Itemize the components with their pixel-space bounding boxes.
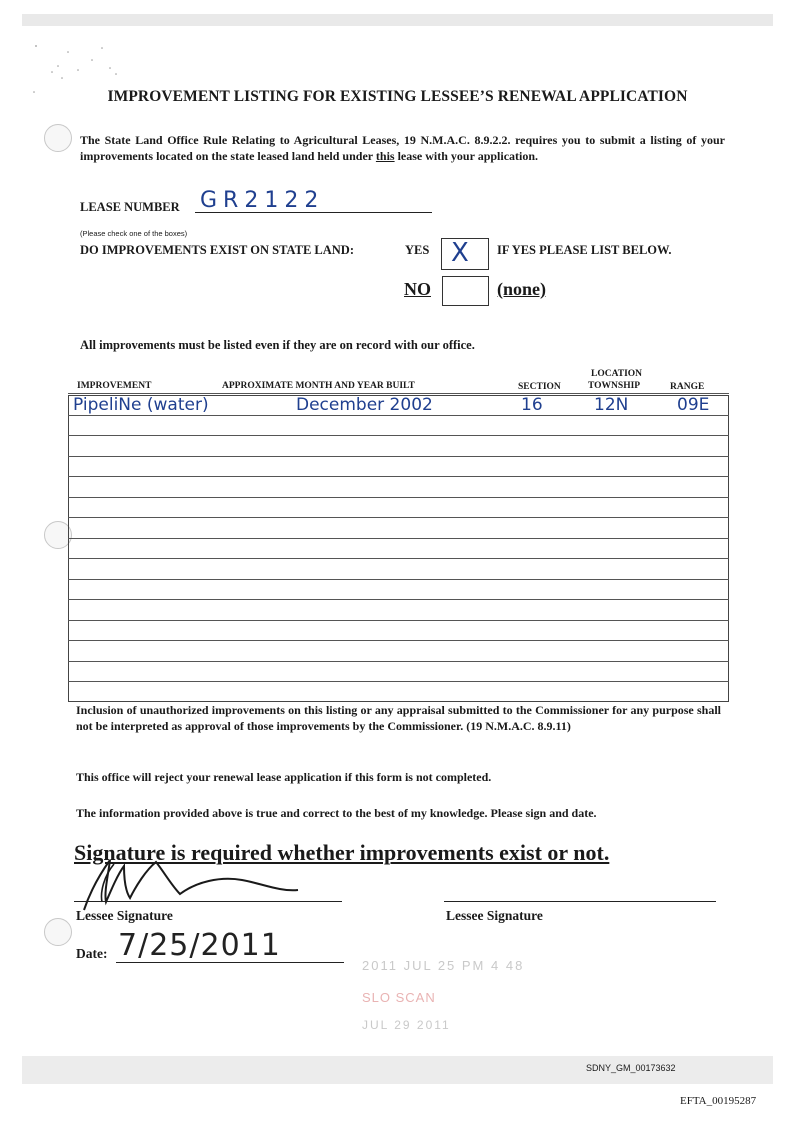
- improvements-exist-question: DO IMPROVEMENTS EXIST ON STATE LAND:: [80, 243, 354, 257]
- table-row-line: [68, 579, 729, 580]
- date-label: Date:: [76, 946, 108, 961]
- punch-hole-bottom: [44, 918, 72, 946]
- none-label: (none): [497, 279, 546, 299]
- lessee-signature-label-1: Lessee Signature: [76, 908, 173, 923]
- table-cell-township[interactable]: 12N: [594, 395, 629, 415]
- form-title: IMPROVEMENT LISTING FOR EXISTING LESSEE’S RENEWAL APPLICATION: [107, 88, 688, 105]
- efta-number: EFTA_00195287: [680, 1095, 757, 1107]
- table-rule: [68, 393, 729, 394]
- received-stamp-line-2: SLO SCAN: [362, 990, 436, 1005]
- table-row-line: [68, 558, 729, 559]
- received-stamp-line-1: 2011 JUL 25 PM 4 48: [362, 958, 525, 973]
- lease-number-field[interactable]: GR2122: [200, 188, 325, 213]
- table-row-line: [68, 435, 729, 436]
- punch-hole-top: [44, 124, 72, 152]
- table-row-line: [68, 517, 729, 518]
- table-cell-improvement[interactable]: PipeliNe (water): [73, 395, 209, 415]
- intro-text-pre: The State Land Office Rule Relating to Agricultural Leases, 19 N.M.A.C. 8.9.2.2. requires you to submit a listing of your improvements located on the state leased land held under: [80, 133, 725, 163]
- table-row-line: [68, 640, 729, 641]
- lessee-signature-line-1: [74, 901, 342, 902]
- improvements-table: [68, 395, 729, 702]
- handwritten-signature[interactable]: [80, 852, 320, 912]
- date-field[interactable]: 7/25/2011: [118, 928, 281, 963]
- lessee-signature-label-2: Lessee Signature: [446, 908, 543, 923]
- table-cell-section[interactable]: 16: [521, 395, 543, 415]
- table-row-line: [68, 599, 729, 600]
- table-row-line: [68, 476, 729, 477]
- reject-note: This office will reject your renewal lease application if this form is not completed.: [76, 770, 492, 784]
- lessee-signature-line-2[interactable]: [444, 901, 716, 902]
- scan-top-band: [22, 14, 773, 26]
- yes-check-mark: X: [451, 238, 469, 268]
- disclaimer: Inclusion of unauthorized improvements on this listing or any appraisal submitted to the Commissioner for any purpose shall not be interpreted as approval of those improvements by the Commissioner. (19 N.M.A.C. 8.9.11): [76, 703, 721, 733]
- table-cell-month-year[interactable]: December 2002: [296, 395, 433, 415]
- table-row-line: [68, 456, 729, 457]
- table-row-line: [68, 497, 729, 498]
- signature-required-heading: Signature is required whether improvements exist or not.: [74, 840, 610, 865]
- table-row-line: [68, 681, 729, 682]
- if-yes-instruction: IF YES PLEASE LIST BELOW.: [497, 243, 672, 257]
- table-cell-range[interactable]: 09E: [677, 395, 710, 415]
- header-section: SECTION: [518, 382, 561, 392]
- received-stamp-line-3: JUL 29 2011: [362, 1018, 451, 1032]
- table-row-line: [68, 538, 729, 539]
- table-row-line: [68, 661, 729, 662]
- table-row-line: [68, 415, 729, 416]
- check-note: (Please check one of the boxes): [80, 229, 188, 238]
- bates-number: SDNY_GM_00173632: [586, 1063, 676, 1073]
- yes-label: YES: [405, 243, 430, 257]
- certify-note: The information provided above is true and correct to the best of my knowledge. Please sign and date.: [76, 806, 597, 820]
- intro-paragraph: [80, 132, 725, 164]
- intro-text-post: lease with your application.: [394, 149, 539, 163]
- no-checkbox[interactable]: [442, 276, 489, 306]
- table-row-line: [68, 620, 729, 621]
- header-location: LOCATION: [591, 369, 643, 379]
- all-improvements-note: All improvements must be listed even if they are on record with our office.: [80, 338, 475, 352]
- no-label: NO: [404, 279, 431, 299]
- header-range: RANGE: [670, 382, 705, 392]
- header-township: TOWNSHIP: [588, 381, 641, 391]
- intro-text-underlined: this: [375, 149, 395, 163]
- header-improvement: IMPROVEMENT: [77, 381, 152, 391]
- header-approx-month-year: APPROXIMATE MONTH AND YEAR BUILT: [222, 381, 415, 391]
- lease-number-label: LEASE NUMBER: [80, 200, 180, 214]
